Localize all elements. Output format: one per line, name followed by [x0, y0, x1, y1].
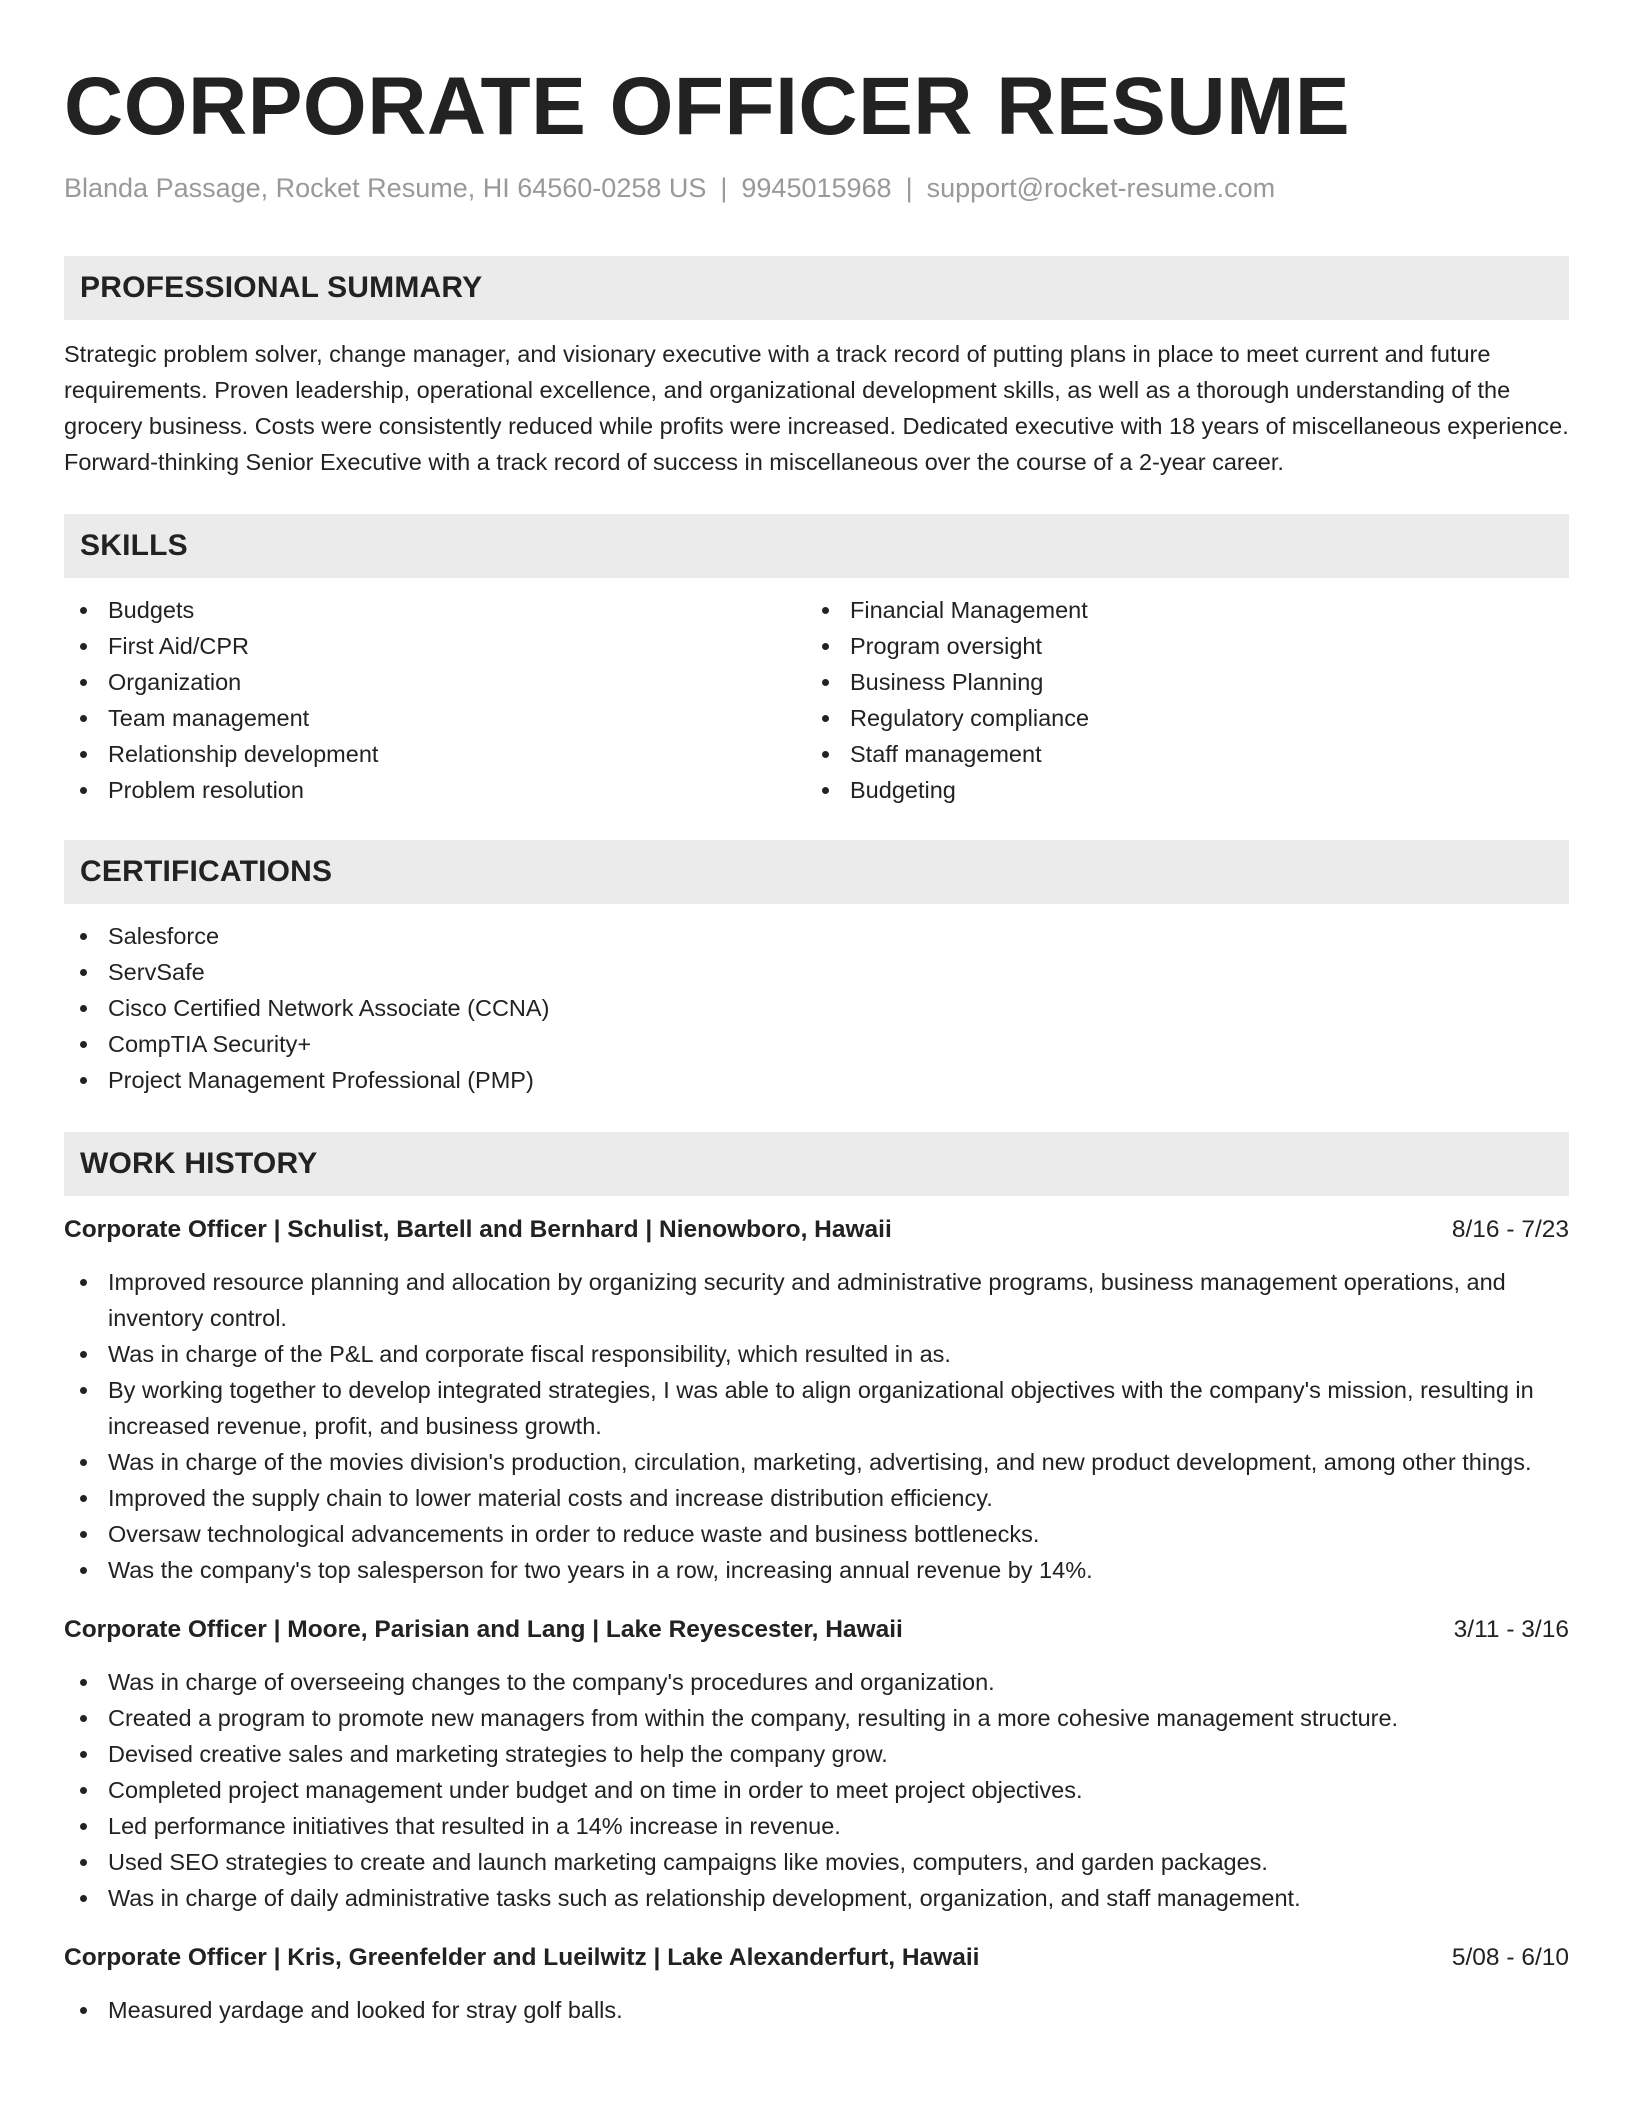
skill-item: Staff management: [806, 736, 1548, 772]
job-bullet: Improved the supply chain to lower material costs and increase distribution efficiency.: [64, 1480, 1569, 1516]
job-bullet: Oversaw technological advancements in order to reduce waste and business bottlenecks.: [64, 1516, 1569, 1552]
job-bullet: Led performance initiatives that resulted in a 14% increase in revenue.: [64, 1808, 1569, 1844]
summary-heading: PROFESSIONAL SUMMARY: [64, 256, 1569, 320]
job-title: Corporate Officer | Schulist, Bartell and Bernhard | Nienowboro, Hawaii: [64, 1216, 892, 1244]
contact-phone: 9945015968: [741, 173, 892, 203]
job-bullets: [64, 1664, 1569, 1916]
skill-item: First Aid/CPR: [64, 628, 806, 664]
skill-item: Budgets: [64, 592, 806, 628]
skill-item: Regulatory compliance: [806, 700, 1548, 736]
certification-item: Project Management Professional (PMP): [64, 1062, 1569, 1098]
job-header: [64, 1940, 1569, 1976]
contact-line: [64, 172, 1569, 204]
job-bullets: [64, 1992, 1569, 2028]
skill-item: Budgeting: [806, 772, 1548, 808]
job-bullet: Used SEO strategies to create and launch marketing campaigns like movies, computers, and garden packages.: [64, 1844, 1569, 1880]
job-entry: [64, 1940, 1569, 2028]
job-title: Corporate Officer | Moore, Parisian and Lang | Lake Reyescester, Hawaii: [64, 1616, 903, 1644]
job-dates: 3/11 - 3/16: [1453, 1616, 1569, 1644]
job-dates: 5/08 - 6/10: [1451, 1944, 1569, 1972]
job-bullet: Completed project management under budget and on time in order to meet project objectives.: [64, 1772, 1569, 1808]
skills-columns: [64, 592, 1569, 808]
job-header: [64, 1212, 1569, 1248]
job-bullets: [64, 1264, 1569, 1588]
resume-title: CORPORATE OFFICER RESUME: [64, 61, 1351, 152]
job-bullet: Was in charge of the P&L and corporate fiscal responsibility, which resulted in as.: [64, 1336, 1569, 1372]
certifications-heading: CERTIFICATIONS: [64, 840, 1569, 904]
summary-text: Strategic problem solver, change manager, and visionary executive with a track record of putting plans in place to meet current and future requirements. Proven leadership, operational excellence, and organizational development skills, as well as a thorough understanding of the grocery business. Costs were consistently reduced while profits were increased. Dedicated executive with 18 years of miscellaneous experience. Forward-thinking Senior Executive with a track record of success in miscellaneous over the course of a 2-year career.: [64, 341, 1569, 476]
job-dates: 8/16 - 7/23: [1451, 1216, 1569, 1244]
job-header: [64, 1612, 1569, 1648]
contact-address: Blanda Passage, Rocket Resume, HI 64560-0258 US: [64, 173, 707, 203]
job-bullet: Created a program to promote new managers from within the company, resulting in a more cohesive management structure.: [64, 1700, 1569, 1736]
skill-item: Problem resolution: [64, 772, 806, 808]
certification-item: Salesforce: [64, 918, 1569, 954]
job-bullet: By working together to develop integrated strategies, I was able to align organizational objectives with the company's mission, resulting in increased revenue, profit, and business growth.: [64, 1372, 1569, 1444]
job-bullet: Improved resource planning and allocation by organizing security and administrative programs, business management operations, and inventory control.: [64, 1264, 1569, 1336]
job-bullet: Was in charge of daily administrative tasks such as relationship development, organization, and staff management.: [64, 1880, 1569, 1916]
skill-item: Relationship development: [64, 736, 806, 772]
skills-list-right: [806, 592, 1548, 808]
certifications-list: [64, 918, 1569, 1098]
job-bullet: Was in charge of overseeing changes to the company's procedures and organization.: [64, 1664, 1569, 1700]
contact-separator: |: [905, 173, 913, 203]
job-entry: [64, 1212, 1569, 1588]
job-entry: [64, 1612, 1569, 1916]
skills-list-left: [64, 592, 806, 808]
skill-item: Financial Management: [806, 592, 1548, 628]
job-bullet: Measured yardage and looked for stray golf balls.: [64, 1992, 1569, 2028]
contact-separator: |: [720, 173, 728, 203]
skill-item: Organization: [64, 664, 806, 700]
job-bullet: Devised creative sales and marketing strategies to help the company grow.: [64, 1736, 1569, 1772]
skill-item: Business Planning: [806, 664, 1548, 700]
contact-email: support@rocket-resume.com: [926, 173, 1276, 203]
job-bullet: Was the company's top salesperson for two years in a row, increasing annual revenue by 14%.: [64, 1552, 1569, 1588]
skill-item: Team management: [64, 700, 806, 736]
skill-item: Program oversight: [806, 628, 1548, 664]
job-bullet: Was in charge of the movies division's production, circulation, marketing, advertising, and new product development, among other things.: [64, 1444, 1569, 1480]
skills-heading: SKILLS: [64, 514, 1569, 578]
certification-item: CompTIA Security+: [64, 1026, 1569, 1062]
job-title: Corporate Officer | Kris, Greenfelder and Lueilwitz | Lake Alexanderfurt, Hawaii: [64, 1944, 980, 1972]
certification-item: Cisco Certified Network Associate (CCNA): [64, 990, 1569, 1026]
certification-item: ServSafe: [64, 954, 1569, 990]
work-history-heading: WORK HISTORY: [64, 1132, 1569, 1196]
